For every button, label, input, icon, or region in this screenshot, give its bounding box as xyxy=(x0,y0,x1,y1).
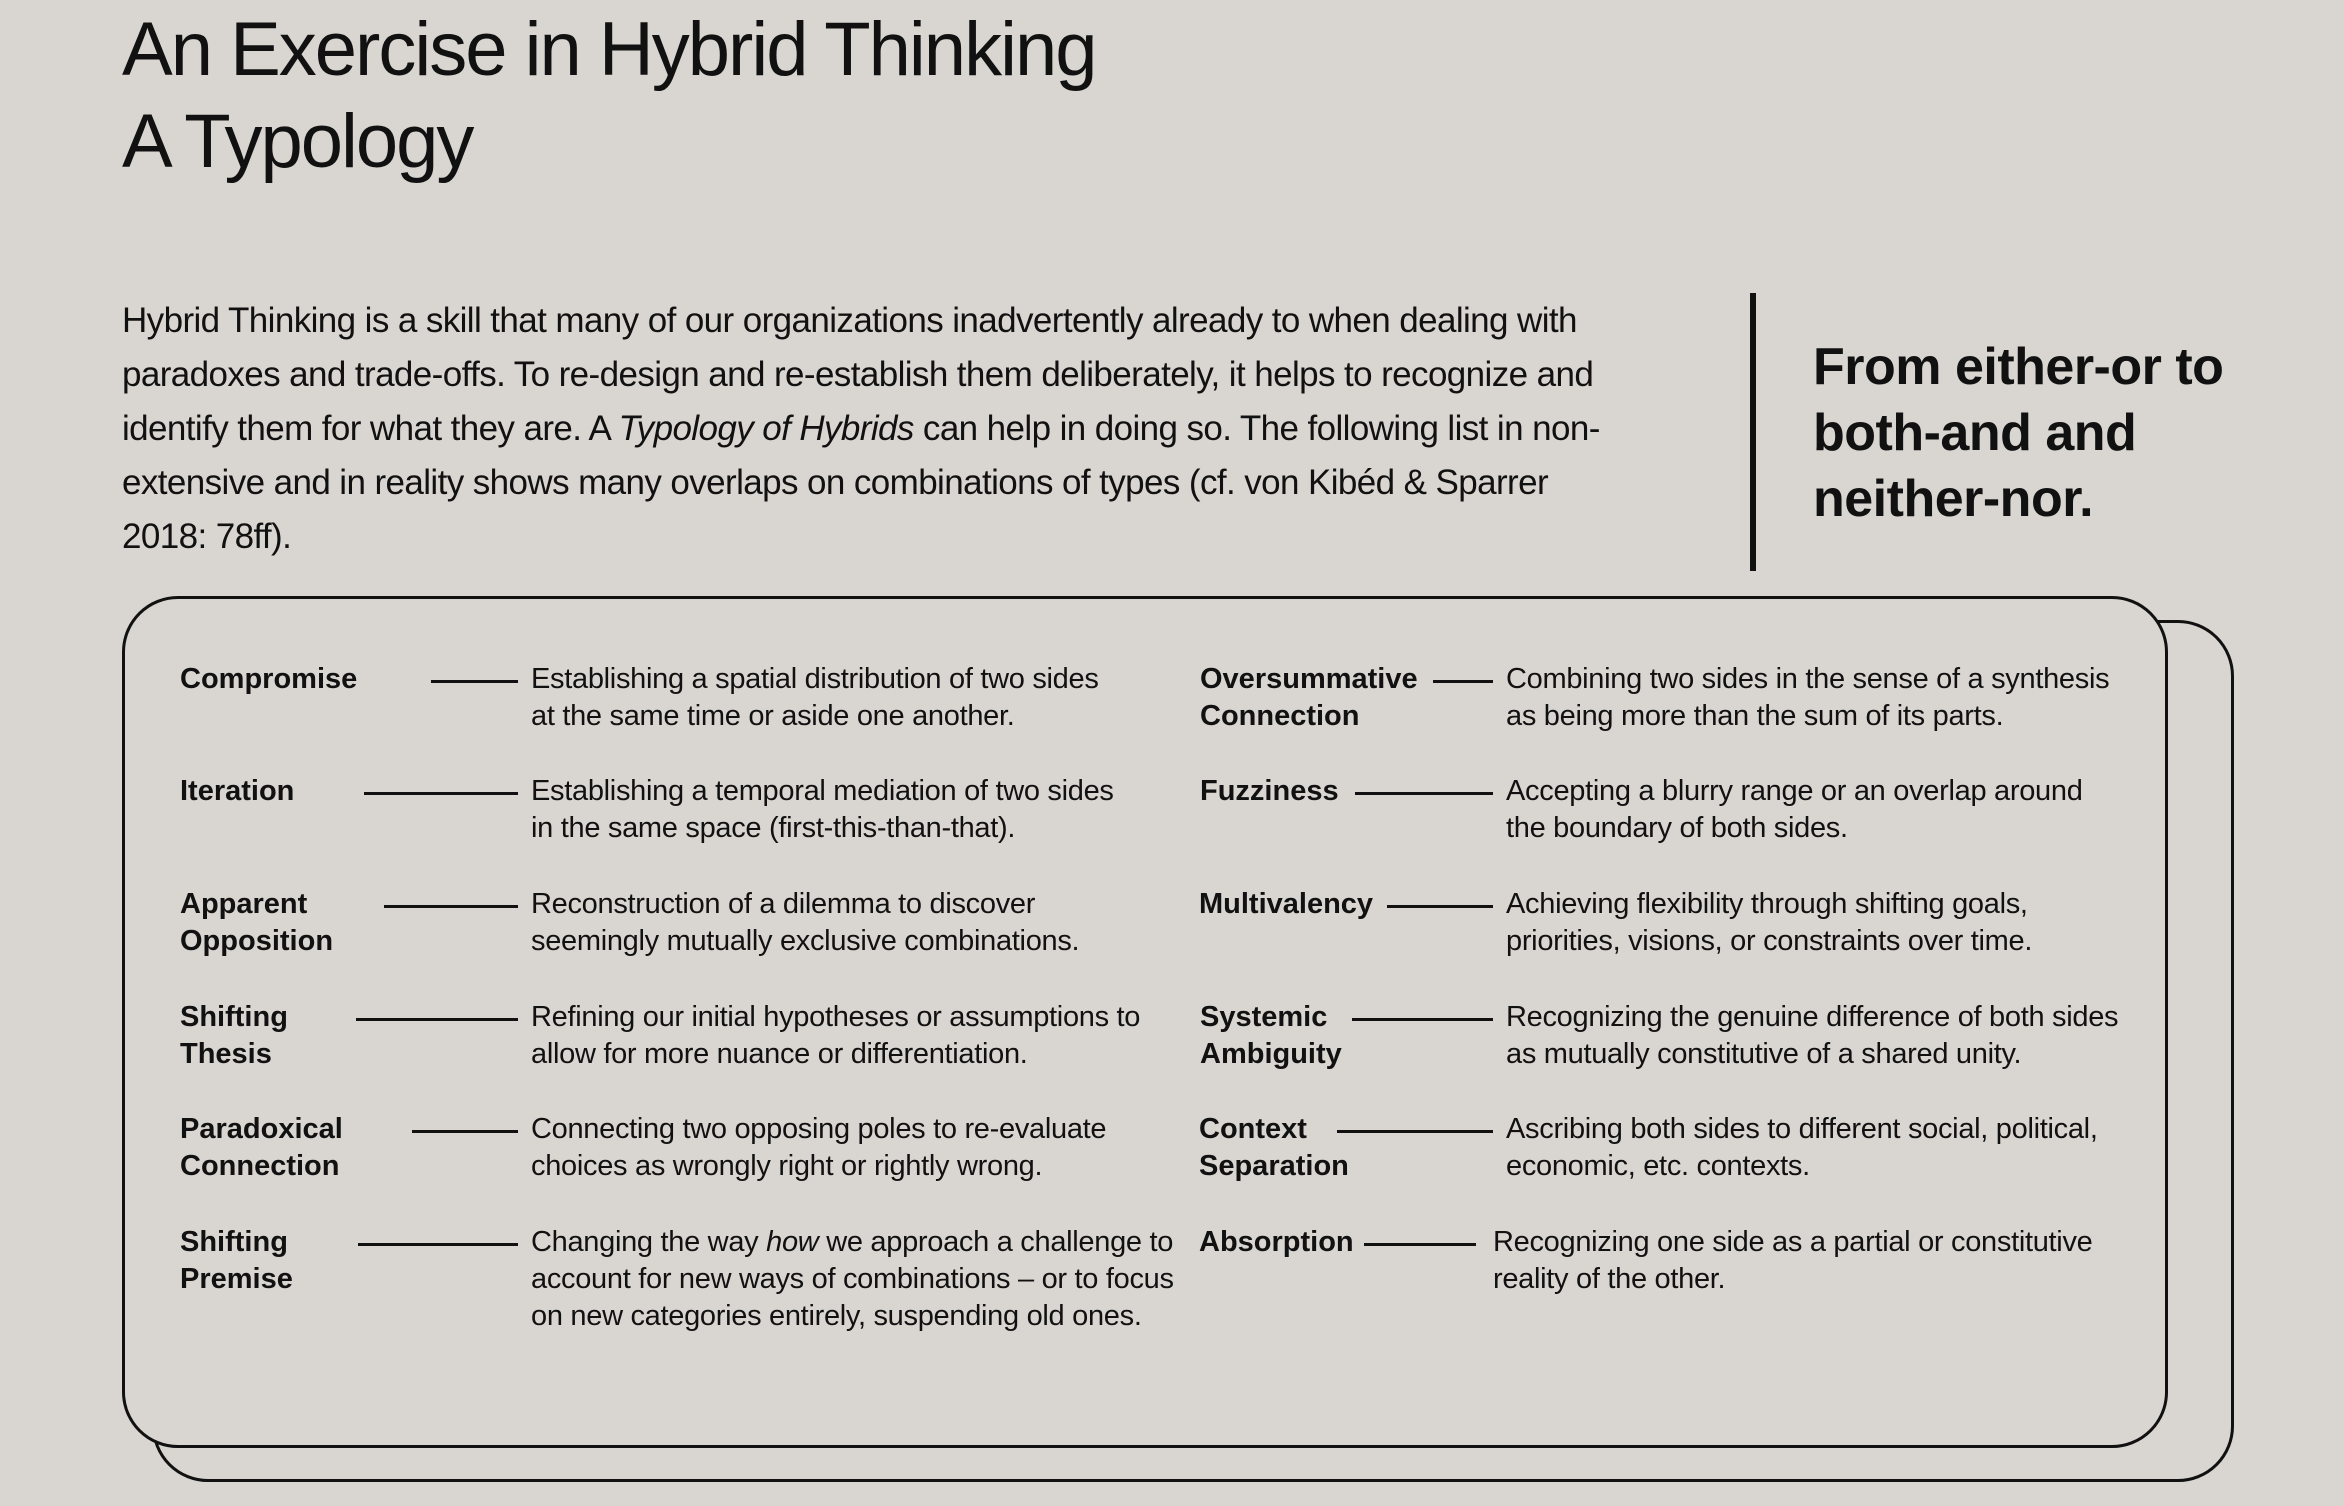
intro-emphasis: Typology of Hybrids xyxy=(618,409,914,448)
typology-description: Combining two sides in the sense of a synthesis as being more than the sum of its parts. xyxy=(1506,663,2110,732)
typology-term: Shifting Thesis xyxy=(180,1001,288,1070)
typology-description: Reconstruction of a dilemma to discover seemingly mutually exclusive combinations. xyxy=(531,888,1080,957)
connector-line xyxy=(1433,680,1493,683)
typology-term: Iteration xyxy=(180,775,295,807)
typology-description: Connecting two opposing poles to re-evaluate choices as wrongly right or rightly wrong. xyxy=(531,1113,1107,1182)
typology-term: Oversummative Connection xyxy=(1200,663,1418,732)
intro-text-1: Hybrid Thinking is a skill that many of our organizations inadvertently already to when dealing with paradoxes and trade-offs. To re-design and re-establish them deliberately, it helps to recognize and identify them for what they are. A xyxy=(122,301,1594,448)
typology-description: Ascribing both sides to different social, political, economic, etc. contexts. xyxy=(1506,1113,2098,1182)
typology-description: Establishing a spatial distribution of two sides at the same time or aside one another. xyxy=(531,663,1099,732)
typology-description: Recognizing one side as a partial or constitutive reality of the other. xyxy=(1493,1226,2093,1295)
typology-term: Paradoxical Connection xyxy=(180,1113,343,1182)
typology-term: Apparent Opposition xyxy=(180,888,334,957)
pull-quote: From either-or to both-and and neither-nor. xyxy=(1813,338,2224,528)
page-title xyxy=(122,4,1096,188)
intro-paragraph xyxy=(122,294,1602,564)
typology-description: Recognizing the genuine difference of both sides as mutually constitutive of a shared unity. xyxy=(1506,1001,2119,1070)
typology-description: Refining our initial hypotheses or assumptions to allow for more nuance or differentiation. xyxy=(531,1001,1141,1070)
connector-line xyxy=(1364,1243,1476,1246)
connector-line xyxy=(1387,905,1493,908)
intro-text-2: can help in doing so. The following list in non-extensive and in reality shows many overlaps on combinations of types (cf. von Kibéd & Sparrer 2018: 78ff). xyxy=(122,409,1600,556)
connector-line xyxy=(358,1243,518,1246)
connector-line xyxy=(431,680,518,683)
description-text-1: Changing the way xyxy=(531,1226,767,1258)
title-line-2: A Typology xyxy=(122,99,473,184)
connector-line xyxy=(364,792,518,795)
connector-line xyxy=(1352,1018,1493,1021)
quote-divider xyxy=(1750,293,1756,571)
connector-line xyxy=(412,1130,518,1133)
typology-card xyxy=(122,596,2168,1448)
typology-term: Multivalency xyxy=(1199,888,1374,920)
connector-line xyxy=(1355,792,1493,795)
connector-line xyxy=(384,905,518,908)
typology-term: Systemic Ambiguity xyxy=(1200,1001,1342,1070)
description-emphasis: how xyxy=(766,1226,819,1258)
typology-description: Achieving flexibility through shifting goals, priorities, visions, or constraints over time. xyxy=(1506,888,2033,957)
connector-line xyxy=(356,1018,518,1021)
typology-description: Accepting a blurry range or an overlap around the boundary of both sides. xyxy=(1506,775,2083,844)
typology-term: Fuzziness xyxy=(1200,775,1339,807)
typology-term: Compromise xyxy=(180,663,358,695)
typology-description: Establishing a temporal mediation of two sides in the same space (first-this-than-that). xyxy=(531,775,1114,844)
typology-term: Absorption xyxy=(1199,1226,1354,1258)
connector-line xyxy=(1337,1130,1493,1133)
typology-term: Context Separation xyxy=(1199,1113,1349,1182)
title-line-1: An Exercise in Hybrid Thinking xyxy=(122,7,1096,92)
typology-description xyxy=(531,1224,1181,1335)
description-text-2: we approach a challenge to account for new ways of combinations – or to focus on new categories entirely, suspending old ones. xyxy=(531,1226,1174,1332)
typology-term: Shifting Premise xyxy=(180,1226,293,1295)
